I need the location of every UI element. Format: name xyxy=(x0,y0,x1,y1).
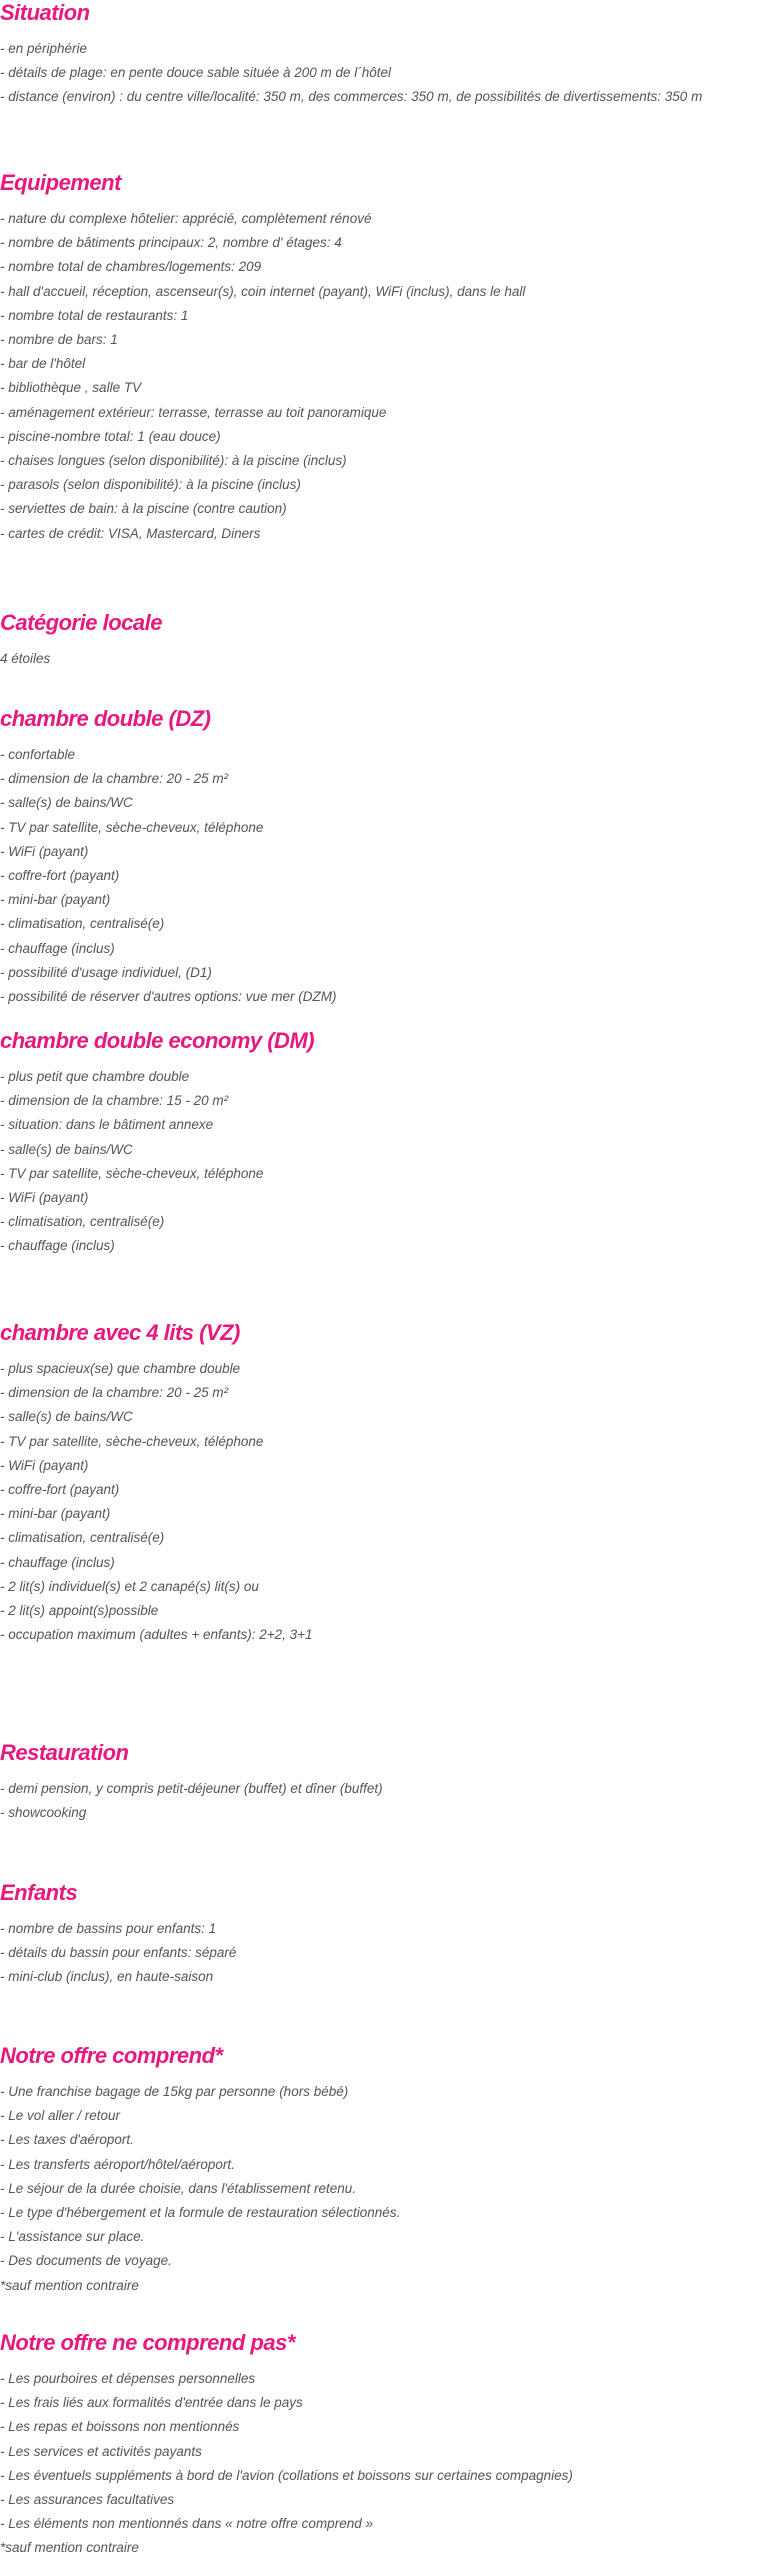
list-item: 4 étoiles xyxy=(0,651,51,666)
list-item: - Les taxes d'aéroport. xyxy=(0,2132,134,2148)
section-title: Restauration xyxy=(0,1740,129,1765)
list-item: - TV par satellite, sèche-cheveux, téléphone xyxy=(0,1433,264,1449)
list-item: - chauffage (inclus) xyxy=(0,1554,115,1570)
list-item: - 2 lit(s) individuel(s) et 2 canapé(s) lit(s) ou xyxy=(0,1578,259,1594)
list-item: - showcooking xyxy=(0,1805,87,1821)
section-categorie-locale xyxy=(0,610,758,671)
list-item: - Les frais liés aux formalités d'entrée dans le pays xyxy=(0,2395,303,2411)
list-item: - climatisation, centralisé(e) xyxy=(0,916,165,932)
list-item: - Des documents de voyage. xyxy=(0,2253,172,2269)
item-list xyxy=(0,743,758,1009)
list-item: - nombre total de chambres/logements: 209 xyxy=(0,259,262,275)
list-item: - 2 lit(s) appoint(s)possible xyxy=(0,1603,159,1619)
list-item: - WiFi (payant) xyxy=(0,843,89,859)
item-list xyxy=(0,647,758,671)
list-item: - climatisation, centralisé(e) xyxy=(0,1530,165,1546)
list-item: - Le vol aller / retour xyxy=(0,2108,121,2124)
list-item: - situation: dans le bâtiment annexe xyxy=(0,1117,214,1133)
list-item: - TV par satellite, sèche-cheveux, téléphone xyxy=(0,819,264,835)
item-list xyxy=(0,1357,758,1647)
list-item: - Les assurances facultatives xyxy=(0,2492,175,2508)
list-item: - bar de l'hôtel xyxy=(0,356,86,372)
list-item: - chaises longues (selon disponibilité): à la piscine (inclus) xyxy=(0,453,347,469)
section-enfants xyxy=(0,1880,758,1990)
list-item: - possibilité de réserver d'autres options: vue mer (DZM) xyxy=(0,989,337,1005)
list-item: - cartes de crédit: VISA, Mastercard, Diners xyxy=(0,525,261,541)
list-item: - distance (environ) : du centre ville/localité: 350 m, des commerces: 350 m, de possibilités de divertissements: 350 m xyxy=(0,89,703,105)
list-item: - nombre de bâtiments principaux: 2, nombre d' étages: 4 xyxy=(0,235,342,251)
item-list xyxy=(0,2080,758,2298)
item-list xyxy=(0,1777,758,1825)
list-item: - Les repas et boissons non mentionnés xyxy=(0,2419,240,2435)
list-item: - Les transferts aéroport/hôtel/aéroport. xyxy=(0,2156,235,2172)
item-list xyxy=(0,37,758,110)
list-item: - détails du bassin pour enfants: séparé xyxy=(0,1945,237,1961)
list-item: - parasols (selon disponibilité): à la piscine (inclus) xyxy=(0,477,301,493)
item-list xyxy=(0,2367,758,2561)
section-equipement xyxy=(0,170,758,546)
item-list xyxy=(0,1065,758,1259)
section-title: chambre avec 4 lits (VZ) xyxy=(0,1320,240,1345)
section-restauration xyxy=(0,1740,758,1825)
list-item: - hall d'accueil, réception, ascenseur(s), coin internet (payant), WiFi (inclus), dans le hall xyxy=(0,283,526,299)
list-item: - bibliothèque , salle TV xyxy=(0,380,142,396)
list-item: - nombre de bassins pour enfants: 1 xyxy=(0,1921,217,1936)
list-item: - aménagement extérieur: terrasse, terrasse au toit panoramique xyxy=(0,404,387,420)
list-item: - TV par satellite, sèche-cheveux, téléphone xyxy=(0,1165,264,1181)
list-item: - dimension de la chambre: 20 - 25 m² xyxy=(0,1385,229,1401)
item-list xyxy=(0,1917,758,1990)
list-item: - chauffage (inclus) xyxy=(0,940,115,956)
list-item: - nombre total de restaurants: 1 xyxy=(0,307,189,323)
section-title: Enfants xyxy=(0,1880,78,1905)
list-item: - serviettes de bain: à la piscine (contre caution) xyxy=(0,501,287,517)
list-item: - coffre-fort (payant) xyxy=(0,868,120,884)
section-title: chambre double economy (DM) xyxy=(0,1028,315,1053)
list-item: - salle(s) de bains/WC xyxy=(0,1141,133,1157)
section-title: Situation xyxy=(0,0,90,25)
list-item: - occupation maximum (adultes + enfants): 2+2, 3+1 xyxy=(0,1627,313,1643)
list-item: - Une franchise bagage de 15kg par personne (hors bébé) xyxy=(0,2084,349,2099)
section-chambre-double xyxy=(0,706,758,1009)
list-item: - piscine-nombre total: 1 (eau douce) xyxy=(0,428,221,444)
list-item: - salle(s) de bains/WC xyxy=(0,795,133,811)
list-item: - Les éventuels suppléments à bord de l'avion (collations et boissons sur certaines compagnies) xyxy=(0,2467,573,2483)
list-item: - nature du complexe hôtelier: apprécié, complètement rénové xyxy=(0,211,372,226)
section-title: chambre double (DZ) xyxy=(0,706,211,731)
list-item: - plus spacieux(se) que chambre double xyxy=(0,1361,241,1376)
list-item: - WiFi (payant) xyxy=(0,1190,89,1206)
list-item: - Les services et activités payants xyxy=(0,2443,202,2459)
list-item: - L'assistance sur place. xyxy=(0,2229,145,2245)
list-item: - chauffage (inclus) xyxy=(0,1238,115,1254)
section-chambre-double-economy xyxy=(0,1028,758,1259)
section-title: Notre offre comprend* xyxy=(0,2043,223,2068)
list-item: - demi pension, y compris petit-déjeuner (buffet) et dîner (buffet) xyxy=(0,1781,383,1796)
list-item: - plus petit que chambre double xyxy=(0,1069,190,1084)
list-item: - mini-bar (payant) xyxy=(0,892,111,908)
item-list xyxy=(0,207,758,546)
list-item: - dimension de la chambre: 20 - 25 m² xyxy=(0,771,229,787)
list-item: - nombre de bars: 1 xyxy=(0,332,118,348)
list-item: - Les éléments non mentionnés dans « notre offre comprend » xyxy=(0,2516,373,2532)
list-item: - coffre-fort (payant) xyxy=(0,1482,120,1498)
list-item: - mini-club (inclus), en haute-saison xyxy=(0,1969,214,1985)
section-title: Catégorie locale xyxy=(0,610,162,635)
section-offre-ne-comprend-pas xyxy=(0,2330,758,2561)
list-item: - dimension de la chambre: 15 - 20 m² xyxy=(0,1093,229,1109)
section-offre-comprend xyxy=(0,2043,758,2298)
list-item: - Le type d'hébergement et la formule de restauration sélectionnés. xyxy=(0,2205,401,2221)
list-item: - détails de plage: en pente douce sable située à 200 m de l´hôtel xyxy=(0,65,392,81)
section-title: Notre offre ne comprend pas* xyxy=(0,2330,295,2355)
section-chambre-4-lits xyxy=(0,1320,758,1647)
section-title: Equipement xyxy=(0,170,121,195)
list-item: - climatisation, centralisé(e) xyxy=(0,1214,165,1230)
list-item: - Les pourboires et dépenses personnelles xyxy=(0,2371,256,2386)
list-item: - en périphérie xyxy=(0,41,88,56)
list-item: - possibilité d'usage individuel, (D1) xyxy=(0,964,212,980)
list-item: - WiFi (payant) xyxy=(0,1457,89,1473)
list-item: - salle(s) de bains/WC xyxy=(0,1409,133,1425)
list-item: - mini-bar (payant) xyxy=(0,1506,111,1522)
footnote: *sauf mention contraire xyxy=(0,2540,139,2556)
section-situation xyxy=(0,0,758,110)
list-item: - Le séjour de la durée choisie, dans l'établissement retenu. xyxy=(0,2180,357,2196)
footnote: *sauf mention contraire xyxy=(0,2277,139,2293)
list-item: - confortable xyxy=(0,747,76,762)
